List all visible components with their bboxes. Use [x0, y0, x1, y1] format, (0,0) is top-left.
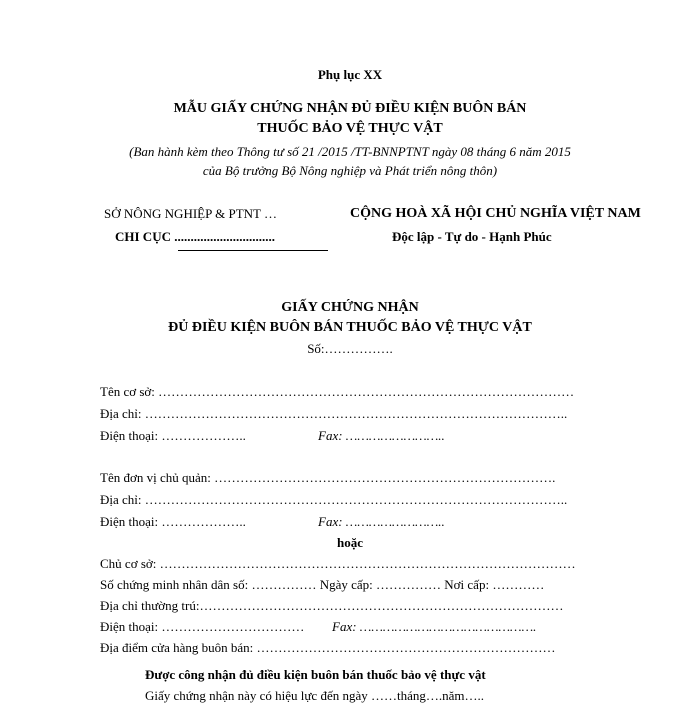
issued-note-line1: (Ban hành kèm theo Thông tư số 21 /2015 /TT-BNNPTNT ngày 08 tháng 6 năm 2015 — [129, 144, 571, 159]
validity-statement: Giấy chứng nhận này có hiệu lực đến ngày ……tháng….năm….. — [145, 688, 485, 703]
or-label: hoặc — [337, 535, 363, 550]
facility-address-field: Địa chỉ: …………………………………………………………………………………….. — [100, 406, 568, 421]
owner-phone-field: Điện thoại: …………………………… — [100, 619, 305, 634]
facility-phone-field: Điện thoại: ……………….. — [100, 428, 246, 443]
facility-fax-field: Fax: …………………….. — [318, 428, 445, 443]
parent-unit-phone-field: Điện thoại: ……………….. — [100, 514, 246, 529]
recognition-statement: Được công nhận đủ điều kiện buôn bán thuốc bảo vệ thực vật — [145, 667, 486, 682]
owner-residence-field: Địa chỉ thường trú:………………………………………………………………………… — [100, 598, 564, 613]
store-location-field: Địa điểm cửa hàng buôn bán: …………………………………………………………… — [100, 640, 556, 655]
department-name: SỞ NÔNG NGHIỆP & PTNT … — [104, 206, 277, 221]
branch-underline — [178, 250, 328, 251]
facility-name-field: Tên cơ sở: …………………………………………………………………………………… — [100, 384, 575, 399]
owner-id-field: Số chứng minh nhân dân số: …………… Ngày cấp: …………… Nơi cấp: ………… — [100, 577, 545, 592]
parent-unit-fax-field: Fax: …………………….. — [318, 514, 445, 529]
issued-note-line2: của Bộ trưởng Bộ Nông nghiệp và Phát triển nông thôn) — [202, 163, 498, 178]
owner-fax-field: Fax: ………………………………………. — [332, 619, 537, 634]
appendix-label: Phụ lục XX — [317, 67, 383, 82]
form-title-line2: THUỐC BẢO VỆ THỰC VẬT — [257, 121, 443, 136]
form-title-line1: MẪU GIẤY CHỨNG NHẬN ĐỦ ĐIỀU KIỆN BUÔN BÁN — [173, 101, 527, 116]
certificate-title-line2: ĐỦ ĐIỀU KIỆN BUÔN BÁN THUỐC BẢO VỆ THỰC VẬT — [168, 320, 532, 335]
parent-unit-name-field: Tên đơn vị chủ quản: ……………………………………………………………………. — [100, 470, 556, 485]
national-motto: Độc lập - Tự do - Hạnh Phúc — [392, 229, 552, 244]
owner-name-field: Chủ cơ sở: …………………………………………………………………………………… — [100, 556, 576, 571]
parent-unit-address-field: Địa chỉ: …………………………………………………………………………………….. — [100, 492, 568, 507]
country-name: CỘNG HOÀ XÃ HỘI CHỦ NGHĨA VIỆT NAM — [350, 206, 641, 221]
branch-name: CHI CỤC ............................... — [115, 229, 275, 244]
certificate-title-line1: GIẤY CHỨNG NHẬN — [281, 300, 419, 315]
certificate-number: Số:……………. — [307, 341, 393, 356]
